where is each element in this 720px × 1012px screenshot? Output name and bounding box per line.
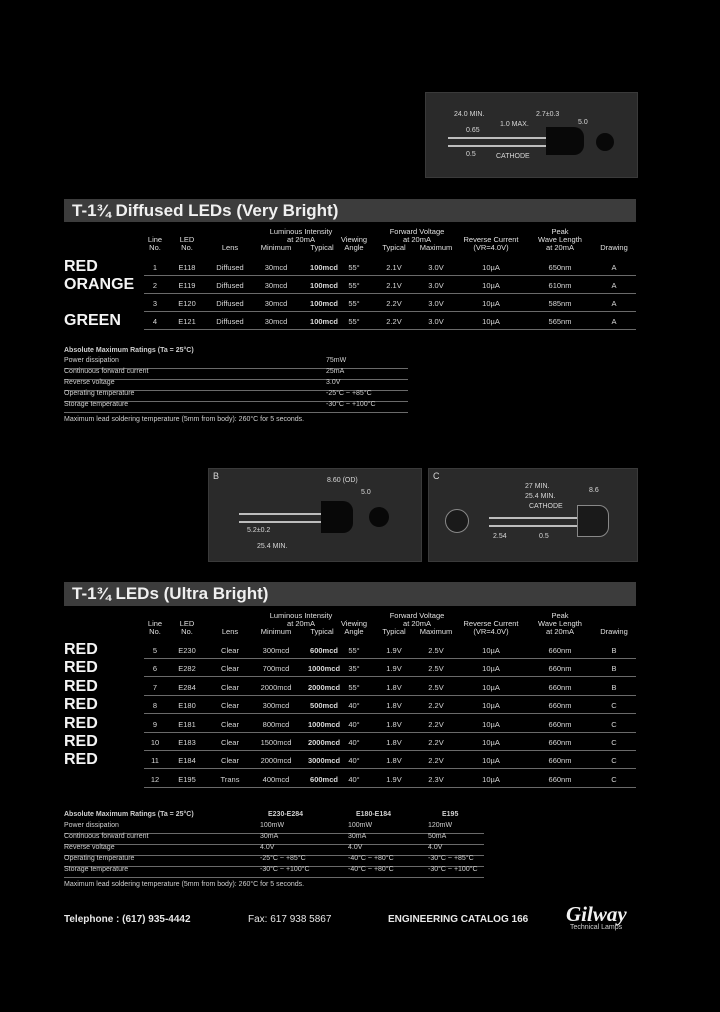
cell-min: 400mcd	[262, 774, 290, 784]
table-row	[64, 312, 636, 330]
cell-min: 30mcd	[264, 281, 288, 290]
rating-col-header: E180-E184	[356, 811, 392, 818]
section-title: T-1¾ LEDs (Ultra Bright)	[72, 584, 269, 603]
drawing-a-diagram	[425, 92, 638, 178]
column-header-min: Minimum	[260, 627, 292, 636]
cell-fvtyp: 1.9V	[386, 646, 402, 655]
led-color-label: RED	[64, 696, 98, 714]
column-header-drawing: Drawing	[600, 243, 628, 252]
rating-label: Reverse voltage	[64, 379, 115, 386]
rating-label: Operating temperature	[64, 390, 135, 397]
column-header-fv: Forward Voltage at 20mA	[389, 611, 445, 628]
dim-label: CATHODE	[496, 153, 530, 160]
telephone: Telephone : (617) 935-4442	[64, 914, 191, 925]
cell-peak: 565nm	[548, 317, 572, 326]
column-header-fv: Forward Voltage at 20mA	[389, 227, 445, 244]
dim-label: CATHODE	[529, 503, 563, 510]
cell-rc: 10µA	[482, 263, 500, 272]
cell-angle: 55°	[348, 682, 360, 692]
cell-line: 4	[152, 317, 158, 326]
cell-rc: 10µA	[482, 646, 500, 655]
cell-min: 2000mcd	[260, 756, 292, 766]
drawing-c-diagram	[428, 468, 638, 562]
rating-value: 100mW	[348, 822, 373, 829]
brand-subtitle: Technical Lamps	[570, 924, 623, 931]
cell-led: E183	[178, 738, 196, 747]
led-body-side	[577, 505, 609, 537]
led-color-label: RED	[64, 751, 98, 769]
cell-min: 1500mcd	[260, 738, 292, 747]
cell-fvtyp: 1.8V	[386, 701, 402, 711]
table-row	[64, 276, 636, 294]
rating-label: Operating temperature	[64, 855, 135, 862]
cell-fvmax: 2.2V	[428, 738, 444, 747]
cell-peak: 650nm	[548, 263, 572, 272]
cell-min: 300mcd	[262, 701, 290, 711]
cell-fvtyp: 2.2V	[386, 299, 402, 308]
cell-typ: 100mcd	[310, 281, 338, 290]
cell-peak: 585nm	[548, 299, 572, 308]
cell-angle: 40°	[348, 774, 360, 784]
rating-value: 25mA	[326, 368, 345, 375]
column-header-line: Line No.	[147, 619, 163, 636]
cell-fvtyp: 1.8V	[386, 719, 402, 729]
cell-rc: 10µA	[482, 682, 500, 692]
drawing-label: B	[213, 471, 220, 481]
cell-min: 300mcd	[262, 646, 290, 655]
column-header-fvtyp: Typical	[382, 243, 406, 252]
cell-fvmax: 3.0V	[428, 263, 444, 272]
cell-typ: 500mcd	[310, 701, 338, 711]
cell-led: E181	[178, 719, 196, 729]
led-color-label: ORANGE	[64, 276, 135, 293]
table-row	[64, 751, 636, 769]
table-row	[64, 715, 636, 733]
cell-fvmax: 2.3V	[428, 774, 444, 784]
cell-min: 30mcd	[264, 263, 288, 272]
dim-label: 24.0 MIN.	[454, 111, 485, 118]
column-header-angle: Viewing Angle	[340, 619, 368, 636]
rating-value: 4.0V	[260, 844, 275, 851]
cell-angle: 55°	[348, 646, 360, 655]
cell-angle: 40°	[348, 701, 360, 711]
rating-value: -30°C ~ +100°C	[428, 866, 478, 873]
cell-line: 5	[152, 646, 158, 655]
cell-angle: 40°	[348, 756, 360, 766]
led-color-label: RED	[64, 733, 98, 750]
cell-rc: 10µA	[482, 774, 500, 784]
column-header-lens: Lens	[221, 243, 239, 252]
rating-value: 100mW	[260, 822, 285, 829]
led-color-label: RED	[64, 641, 98, 658]
table-row	[64, 641, 636, 659]
cell-drawing: C	[611, 701, 617, 711]
cell-drawing: B	[611, 646, 617, 655]
cell-drawing: A	[611, 263, 617, 272]
cell-typ: 2000mcd	[307, 682, 341, 692]
cell-fvmax: 3.0V	[428, 299, 444, 308]
dim-label: 5.0	[361, 489, 371, 496]
cell-drawing: B	[611, 682, 617, 692]
dim-label: 5.2±0.2	[247, 527, 271, 534]
cell-angle: 40°	[348, 738, 360, 747]
rating-value: -40°C ~ +80°C	[348, 855, 394, 862]
cell-peak: 660nm	[548, 774, 572, 784]
cell-line: 9	[152, 719, 158, 729]
cell-peak: 660nm	[548, 701, 572, 711]
cell-line: 2	[152, 281, 158, 290]
column-header-lum: Luminous Intensity at 20mA	[269, 611, 333, 628]
rating-row	[64, 401, 408, 413]
rating-label: Storage temperature	[64, 866, 129, 873]
cell-fvtyp: 1.9V	[386, 774, 402, 784]
dim-label: 0.65	[466, 127, 480, 134]
cell-led: E282	[178, 664, 196, 674]
row-divider	[144, 787, 636, 788]
led-body-side	[321, 501, 353, 533]
dim-label: 27 MIN.	[525, 483, 550, 490]
row-divider	[144, 329, 636, 330]
rating-value: 50mA	[428, 833, 447, 840]
drawing-b-diagram	[208, 468, 422, 562]
cell-led: E284	[178, 682, 196, 692]
cell-rc: 10µA	[482, 299, 500, 308]
ratings-title: Absolute Maximum Ratings (Ta = 25°C)	[64, 811, 194, 818]
cell-peak: 660nm	[548, 738, 572, 747]
led-body-end	[369, 507, 389, 527]
cell-line: 6	[152, 664, 158, 674]
cell-peak: 660nm	[548, 664, 572, 674]
cell-angle: 35°	[348, 664, 360, 674]
cell-fvtyp: 1.8V	[386, 738, 402, 747]
column-header-min: Minimum	[260, 243, 292, 252]
cell-typ: 3000mcd	[307, 756, 341, 766]
led-body-end	[445, 509, 469, 533]
cell-angle: 55°	[348, 281, 360, 290]
rating-value: -40°C ~ +80°C	[348, 866, 394, 873]
cell-rc: 10µA	[482, 756, 500, 766]
cell-typ: 1000mcd	[307, 719, 341, 729]
cell-fvtyp: 1.8V	[386, 756, 402, 766]
cell-peak: 660nm	[548, 719, 572, 729]
cell-min: 700mcd	[262, 664, 290, 674]
lead-wire	[239, 513, 323, 515]
ratings-title: Absolute Maximum Ratings (Ta = 25°C)	[64, 347, 194, 354]
cell-drawing: B	[611, 664, 617, 674]
lead-wire	[448, 145, 548, 147]
column-header-lum: Luminous Intensity at 20mA	[269, 227, 333, 244]
led-body-end	[596, 133, 614, 151]
cell-min: 2000mcd	[260, 682, 292, 692]
cell-lens: Clear	[221, 719, 239, 729]
led-color-label: RED	[64, 677, 98, 695]
cell-peak: 660nm	[548, 646, 572, 655]
led-body-side	[546, 127, 584, 155]
cell-lens: Diffused	[216, 299, 244, 308]
dim-label: 1.0 MAX.	[500, 121, 529, 128]
cell-typ: 1000mcd	[307, 664, 341, 674]
cell-typ: 100mcd	[310, 317, 338, 326]
cell-fvmax: 3.0V	[428, 317, 444, 326]
cell-lens: Trans	[220, 774, 240, 784]
cell-drawing: A	[611, 299, 617, 308]
cell-line: 12	[150, 774, 160, 784]
dim-label: 25.4 MIN.	[525, 493, 556, 500]
cell-lens: Clear	[221, 682, 239, 692]
column-header-peak: Peak Wave Length at 20mA	[538, 227, 582, 252]
cell-line: 3	[152, 299, 158, 308]
column-header-typ: Typical	[310, 243, 334, 252]
cell-drawing: A	[611, 317, 617, 326]
cell-fvmax: 3.0V	[428, 281, 444, 290]
cell-fvmax: 2.5V	[428, 664, 444, 674]
rating-value: 30mA	[260, 833, 279, 840]
rating-value: -25°C ~ +85°C	[326, 390, 372, 397]
rating-value: 4.0V	[348, 844, 363, 851]
rating-col-header: E195	[442, 811, 459, 818]
column-header-rc: Reverse Current (VR=4.0V)	[463, 619, 519, 636]
cell-angle: 40°	[348, 719, 360, 729]
rating-value: 3.0V	[326, 379, 341, 386]
rating-label: Reverse voltage	[64, 844, 115, 851]
brand-logo: Gilway	[566, 902, 627, 926]
column-header-led: LED No.	[179, 619, 195, 636]
cell-drawing: C	[611, 756, 617, 766]
column-header-fvmax: Maximum	[419, 627, 453, 636]
rating-value: 4.0V	[428, 844, 443, 851]
led-color-label: GREEN	[64, 312, 121, 329]
cell-lens: Clear	[221, 701, 239, 711]
table-row	[64, 678, 636, 696]
cell-fvtyp: 2.2V	[386, 317, 402, 326]
lead-wire	[239, 521, 323, 523]
rating-label: Power dissipation	[64, 357, 119, 364]
cell-fvtyp: 2.1V	[386, 263, 402, 272]
cell-fvtyp: 1.8V	[386, 682, 402, 692]
column-header-fvmax: Maximum	[419, 243, 453, 252]
cell-peak: 610nm	[548, 281, 572, 290]
cell-rc: 10µA	[482, 664, 500, 674]
rating-label: Storage temperature	[64, 401, 129, 408]
led-color-label: RED	[64, 714, 98, 732]
table-row	[64, 696, 636, 714]
cell-typ: 600mcd	[310, 774, 338, 784]
section-title: T-1¾ Diffused LEDs (Very Bright)	[72, 201, 339, 220]
cell-led: E230	[178, 646, 196, 655]
cell-rc: 10µA	[482, 701, 500, 711]
cell-fvmax: 2.2V	[428, 756, 444, 766]
column-header-fvtyp: Typical	[382, 627, 406, 636]
solder-note: Maximum lead soldering temperature (5mm from body): 260°C for 5 seconds.	[64, 416, 305, 423]
table-row	[64, 733, 636, 751]
lead-wire	[489, 525, 579, 527]
rating-label: Continuous forward current	[64, 368, 149, 375]
cell-rc: 10µA	[482, 719, 500, 729]
column-header-lens: Lens	[221, 627, 239, 636]
cell-fvmax: 2.2V	[428, 701, 444, 711]
rating-value: -30°C ~ +100°C	[326, 401, 376, 408]
drawing-label: C	[433, 471, 440, 481]
cell-typ: 2000mcd	[307, 738, 341, 747]
rating-value: -25°C ~ +85°C	[260, 855, 306, 862]
rating-col-header: E230-E284	[268, 811, 304, 818]
cell-typ: 100mcd	[310, 263, 338, 272]
cell-lens: Clear	[221, 738, 239, 747]
cell-drawing: C	[611, 719, 617, 729]
cell-angle: 55°	[348, 299, 360, 308]
cell-led: E118	[178, 263, 196, 272]
solder-note: Maximum lead soldering temperature (5mm from body): 260°C for 5 seconds.	[64, 881, 305, 888]
rating-value: -30°C ~ +100°C	[260, 866, 310, 873]
cell-peak: 660nm	[548, 682, 572, 692]
catalog-label: ENGINEERING CATALOG 166	[388, 914, 529, 925]
cell-typ: 600mcd	[310, 646, 338, 655]
cell-drawing: C	[611, 738, 617, 747]
column-header-rc: Reverse Current (VR=4.0V)	[463, 235, 519, 252]
column-header-line: Line No.	[147, 235, 163, 252]
cell-min: 30mcd	[264, 317, 288, 326]
cell-line: 1	[152, 263, 158, 272]
led-color-label: RED	[64, 659, 98, 677]
lead-wire	[448, 137, 548, 139]
rating-value: 75mW	[326, 357, 347, 364]
cell-lens: Clear	[221, 756, 239, 766]
column-header-peak: Peak Wave Length at 20mA	[538, 611, 582, 636]
cell-rc: 10µA	[482, 738, 500, 747]
cell-lens: Diffused	[216, 281, 244, 290]
fax: Fax: 617 938 5867	[248, 914, 332, 925]
dim-label: 0.5	[539, 533, 549, 540]
cell-fvmax: 2.5V	[428, 646, 444, 655]
cell-fvmax: 2.5V	[428, 682, 444, 692]
dim-label: 2.54	[493, 533, 507, 540]
cell-led: E119	[178, 281, 196, 290]
column-header-typ: Typical	[310, 627, 334, 636]
cell-rc: 10µA	[482, 317, 500, 326]
cell-drawing: C	[611, 774, 617, 784]
table-row	[64, 258, 636, 276]
dim-label: 0.5	[466, 151, 476, 158]
cell-lens: Diffused	[216, 317, 244, 326]
cell-lens: Clear	[221, 646, 239, 655]
cell-fvtyp: 1.9V	[386, 664, 402, 674]
cell-led: E184	[178, 756, 196, 766]
cell-rc: 10µA	[482, 281, 500, 290]
column-header-angle: Viewing Angle	[340, 235, 368, 252]
dim-label: 8.6	[589, 487, 599, 494]
dim-label: 8.60 (OD)	[327, 477, 358, 484]
cell-line: 7	[152, 682, 158, 692]
cell-lens: Diffused	[216, 263, 244, 272]
cell-peak: 660nm	[548, 756, 572, 766]
table-row	[64, 659, 636, 677]
rating-value: 30mA	[348, 833, 367, 840]
column-header-drawing: Drawing	[600, 627, 628, 636]
table-row	[64, 770, 636, 788]
cell-fvtyp: 2.1V	[386, 281, 402, 290]
cell-led: E120	[178, 299, 196, 308]
cell-min: 30mcd	[264, 299, 288, 308]
cell-line: 8	[152, 701, 158, 711]
cell-drawing: A	[611, 281, 617, 290]
cell-led: E180	[178, 701, 196, 711]
dim-label: 5.0	[578, 119, 588, 126]
cell-min: 800mcd	[262, 719, 290, 729]
cell-angle: 55°	[348, 317, 360, 326]
cell-fvmax: 2.2V	[428, 719, 444, 729]
cell-led: E195	[178, 774, 196, 784]
cell-angle: 55°	[348, 263, 360, 272]
column-header-led: LED No.	[179, 235, 195, 252]
dim-label: 2.7±0.3	[536, 111, 560, 118]
rating-label: Power dissipation	[64, 822, 119, 829]
cell-typ: 100mcd	[310, 299, 338, 308]
lead-wire	[489, 517, 579, 519]
cell-line: 10	[150, 738, 160, 747]
rating-row	[64, 866, 484, 878]
led-color-label: RED	[64, 258, 98, 275]
table-row	[64, 294, 636, 312]
rating-label: Continuous forward current	[64, 833, 149, 840]
rating-value: -30°C ~ +85°C	[428, 855, 474, 862]
rating-value: 120mW	[428, 822, 453, 829]
cell-led: E121	[178, 317, 196, 326]
cell-line: 11	[151, 756, 159, 766]
dim-label: 25.4 MIN.	[257, 543, 288, 550]
cell-lens: Clear	[221, 664, 239, 674]
